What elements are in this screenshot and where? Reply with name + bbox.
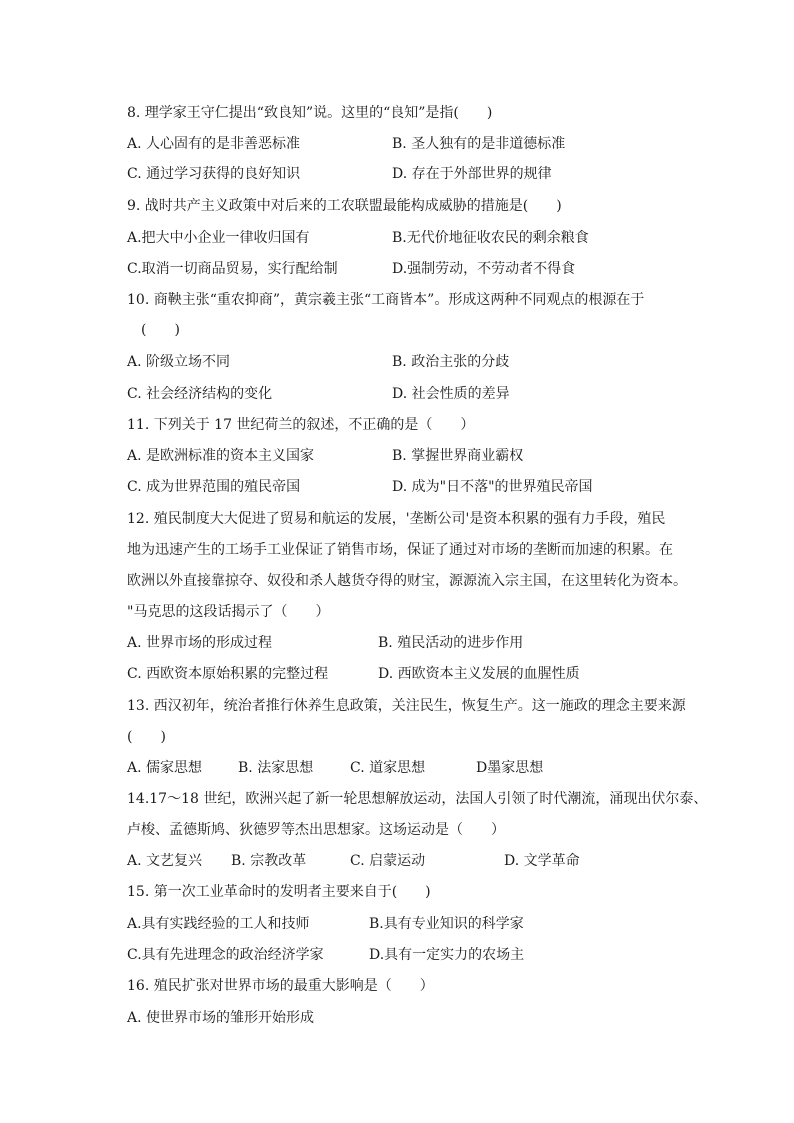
question-8-option-b: B. 圣人独有的是非道德标准 [392,136,566,152]
question-16-stem: 16. 殖民扩张对世界市场的最重大影响是（ ） [127,978,434,994]
question-9-option-c: C.取消一切商品贸易，实行配给制 [127,261,338,277]
question-10-option-b: B. 政治主张的分歧 [392,354,510,370]
question-15-option-b: B.具有专业知识的科学家 [369,916,524,932]
question-16-option-a: A. 使世界市场的雏形开始形成 [127,1010,315,1026]
question-9-option-b: B.无代价地征收农民的剩余粮食 [392,230,589,246]
question-11-option-b: B. 掌握世界商业霸权 [392,448,524,464]
question-15-option-a: A.具有实践经验的工人和技师 [127,916,310,932]
question-15-stem: 15. 第一次工业革命时的发明者主要来自于( ) [127,884,431,900]
question-14-option-d: D. 文学革命 [504,853,580,869]
question-13-stem: 13. 西汉初年，统治者推行休养生息政策，关注民生，恢复生产。这一施政的理念主要来源 [127,698,686,714]
question-14-option-c: C. 启蒙运动 [350,853,426,869]
question-9-option-a: A.把大中小企业一律收归国有 [127,230,310,246]
question-12-option-c: C. 西欧资本原始积累的完整过程 [127,666,329,682]
question-11-stem: 11. 下列关于 17 世纪荷兰的叙述，不正确的是（ ） [127,417,475,433]
question-10-stem: 10. 商鞅主张“重农抑商”，黄宗羲主张“工商皆本”。形成这两种不同观点的根源在于 [127,292,645,308]
question-12-option-b: B. 殖民活动的进步作用 [378,635,524,651]
question-12-stem-line-3: 欧洲以外直接靠掠夺、奴役和杀人越货夺得的财宝，源源流入宗主国，在这里转化为资本。 [127,573,687,589]
question-13-option-b: B. 法家思想 [238,760,314,776]
question-10-option-d: D. 社会性质的差异 [392,386,510,402]
question-15-option-c: C.具有先进理念的政治经济学家 [127,947,324,963]
question-10-option-a: A. 阶级立场不同 [127,354,231,370]
question-11-option-a: A. 是欧洲标准的资本主义国家 [127,448,315,464]
question-14-stem-line-1: 14.17～18 世纪，欧洲兴起了新一轮思想解放运动，法国人引领了时代潮流，涌现出伏尔泰、 [127,791,708,807]
question-10-option-c: C. 社会经济结构的变化 [127,386,273,402]
question-12-stem-line-2: 地为迅速产生的工场手工业保证了销售市场，保证了通过对市场的垄断而加速的积累。在 [127,542,673,558]
question-12-option-d: D. 西欧资本主义发展的血腥性质 [378,666,580,682]
question-14-option-b: B. 宗教改革 [231,853,307,869]
question-8-option-a: A. 人心固有的是非善恶标准 [127,136,301,152]
question-9-option-d: D.强制劳动，不劳动者不得食 [392,261,576,277]
question-8-stem: 8. 理学家王守仁提出“致良知”说。这里的“良知”是指( ) [127,105,493,121]
question-12-option-a: A. 世界市场的形成过程 [127,635,273,651]
question-9-stem: 9. 战时共产主义政策中对后来的工农联盟最能构成威胁的措施是( ) [127,198,562,214]
question-10-stem-cont: ( ) [141,322,180,338]
question-14-option-a: A. 文艺复兴 [127,853,203,869]
question-13-option-c: C. 道家思想 [350,760,426,776]
question-8-option-d: D. 存在于外部世界的规律 [392,166,552,182]
question-13-stem-cont: ( ) [127,729,166,745]
question-12-stem-line-4: "马克思的这段话揭示了（ ） [127,604,330,620]
question-8-option-c: C. 通过学习获得的良好知识 [127,166,301,182]
question-11-option-d: D. 成为"日不落"的世界殖民帝国 [392,479,593,495]
question-15-option-d: D.具有一定实力的农场主 [369,947,525,963]
question-13-option-d: D墨家思想 [476,760,544,776]
question-13-option-a: A. 儒家思想 [127,760,203,776]
question-11-option-c: C. 成为世界范围的殖民帝国 [127,479,301,495]
question-14-stem-line-2: 卢梭、孟德斯鸠、狄德罗等杰出思想家。这场运动是（ ） [127,822,505,838]
question-12-stem-line-1: 12. 殖民制度大大促进了贸易和航运的发展，'垄断公司'是资本积累的强有力手段，殖民 [127,511,666,527]
